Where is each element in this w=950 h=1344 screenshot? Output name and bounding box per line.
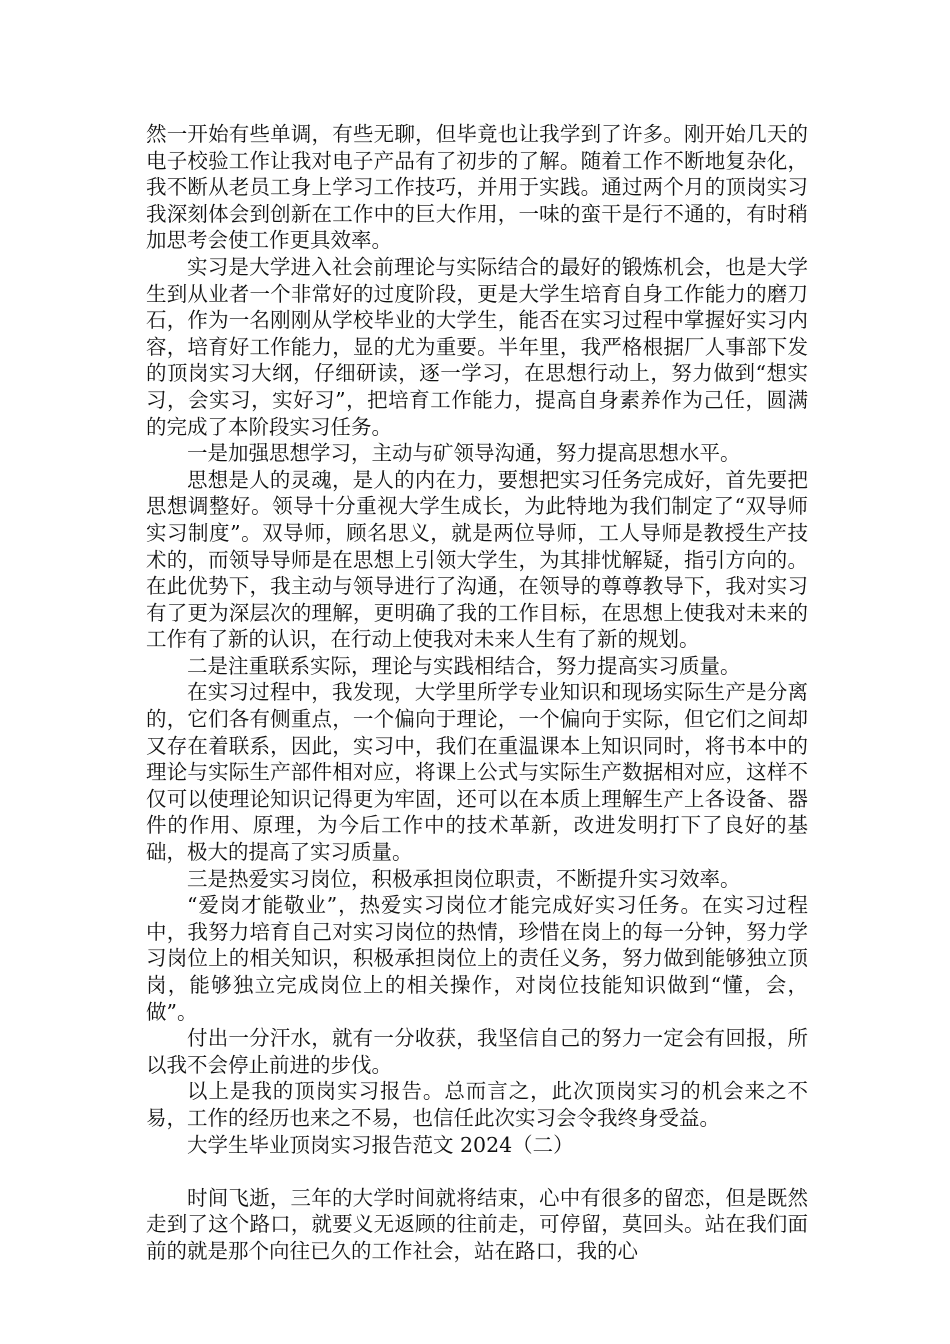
paragraph-time-flies: 时间飞逝，三年的大学时间就将结束，心中有很多的留恋，但是既然走到了这个路口，就要义无返顾的往前走，可停留，莫回头。站在我们面前的就是那个向往已久的工作社会，站在路口，我的心 <box>146 1185 808 1263</box>
section-heading-one: 一是加强思想学习，主动与矿领导沟通，努力提高思想水平。 <box>187 441 741 466</box>
paragraph-continuation: 然一开始有些单调，有些无聊，但毕竟也让我学到了许多。刚开始几天的电子校验工作让我对电子产品有了初步的了解。随着工作不断地复杂化，我不断从老员工身上学习工作技巧，并用于实践。通过两个月的顶岗实习我深刻体会到创新在工作中的巨大作用，一味的蛮干是行不通的，有时稍加思考会使工作更具效率。 <box>146 122 808 253</box>
paragraph-conclusion: 以上是我的顶岗实习报告。总而言之，此次顶岗实习的机会来之不易，工作的经历也来之不易，也信任此次实习会令我终身受益。 <box>146 1079 808 1130</box>
document-body <box>146 121 808 1265</box>
section-title-part-two: 大学生毕业顶岗实习报告范文 2024（二） <box>187 1132 574 1157</box>
paragraph-theory-practice: 在实习过程中，我发现，大学里所学专业知识和现场实际生产是分离的，它们各有侧重点，一个偏向于理论，一个偏向于实际，但它们之间却又存在着联系，因此，实习中，我们在重温课本上知识同时，将书本中的理论与实际生产部件相对应，将课上公式与实际生产数据相对应，这样不仅可以使理论知识记得更为牢固，还可以在本质上理解生产上各设备、器件的作用、原理，为今后工作中的技术革新，改进发明打下了良好的基础，极大的提高了实习质量。 <box>146 680 808 865</box>
paragraph-thought: 思想是人的灵魂，是人的内在力，要想把实习任务完成好，首先要把思想调整好。领导十分重视大学生成长，为此特地为我们制定了“双导师实习制度”。双导师，顾名思义，就是两位导师，工人导师是教授生产技术的，而领导导师是在思想上引领大学生，为其排忧解疑，指引方向的。在此优势下，我主动与领导进行了沟通，在领导的尊尊教导下，我对实习有了更为深层次的理解，更明确了我的工作目标，在思想上使我对未来的工作有了新的认识，在行动上使我对未来人生有了新的规划。 <box>146 467 808 652</box>
paragraph-internship-opportunity: 实习是大学进入社会前理论与实际结合的最好的锻炼机会，也是大学生到从业者一个非常好的过度阶段，更是大学生培育自身工作能力的磨刀石，作为一名刚刚从学校毕业的大学生，能否在实习过程中掌握好实习内容，培育好工作能力，显的尤为重要。半年里，我严格根据厂人事部下发的顶岗实习大纲，仔细研读，逐一学习，在思想行动上，努力做到“想实习，会实习，实好习”，把培育工作能力，提高自身素养作为己任，圆满的完成了本阶段实习任务。 <box>146 254 808 439</box>
section-heading-two: 二是注重联系实际，理论与实践相结合，努力提高实习质量。 <box>187 653 741 678</box>
paragraph-love-job: “爱岗才能敬业”，热爱实习岗位才能完成好实习任务。在实习过程中，我努力培育自己对实习岗位的热情，珍惜在岗上的每一分钟，努力学习岗位上的相关知识，积极承担岗位上的责任义务，努力做到能够独立顶岗，能够独立完成岗位上的相关操作，对岗位技能知识做到“懂，会，做”。 <box>146 893 808 1024</box>
section-heading-three: 三是热爱实习岗位，积极承担岗位职责，不断提升实习效率。 <box>187 866 741 891</box>
blank-line <box>146 1158 808 1185</box>
paragraph-effort: 付出一分汗水，就有一分收获，我坚信自己的努力一定会有回报，所以我不会停止前进的步伐。 <box>146 1026 808 1077</box>
